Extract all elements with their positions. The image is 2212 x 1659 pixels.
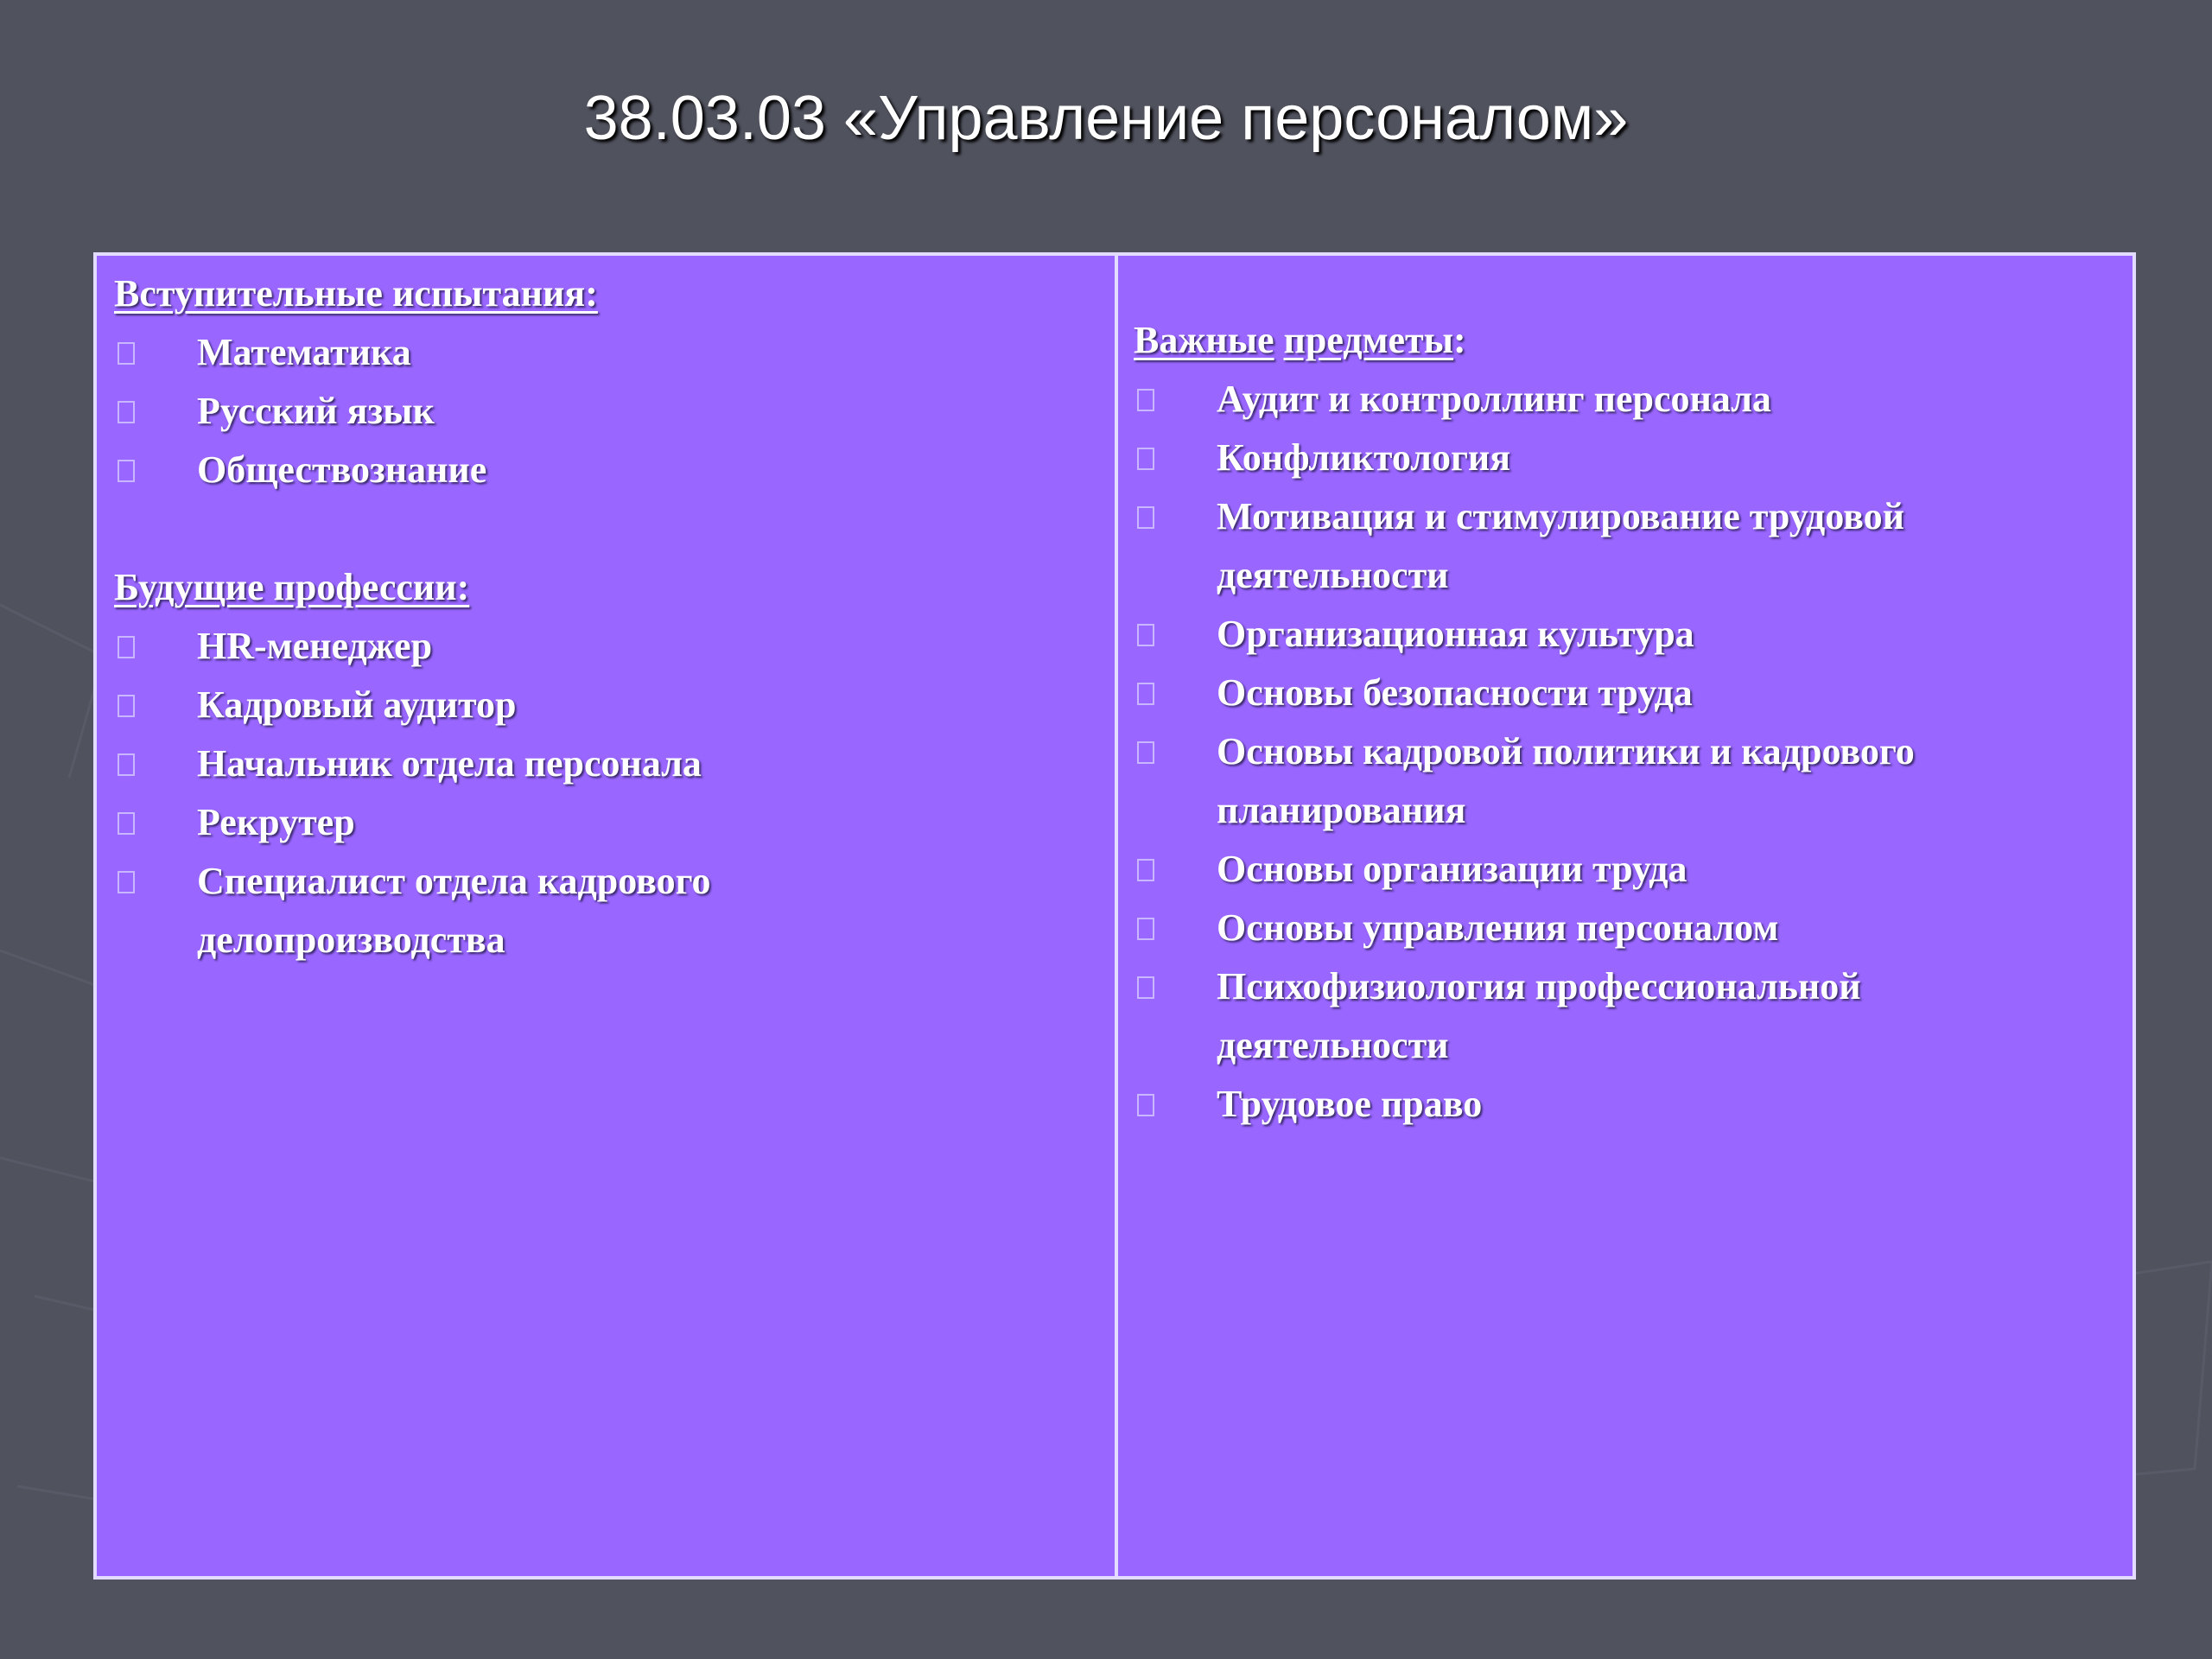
list-item: Русский язык: [114, 382, 1099, 441]
square-bullet-icon: [1137, 624, 1154, 646]
list-item: Математика: [114, 323, 1099, 382]
subjects-list: [1134, 370, 2050, 1134]
professions-list: [114, 617, 1099, 969]
square-bullet-icon: [118, 812, 135, 835]
square-bullet-icon: [118, 460, 135, 482]
slide-title: 38.03.03 «Управление персоналом»: [583, 84, 1629, 153]
square-bullet-icon: [118, 342, 135, 365]
square-bullet-icon: [1137, 389, 1154, 411]
list-item: Основы безопасности труда: [1134, 664, 2050, 722]
subjects-heading: Важные предметы:: [1134, 319, 1466, 361]
square-bullet-icon: [1137, 1094, 1154, 1116]
square-bullet-icon: [118, 753, 135, 776]
list-item: Обществознание: [114, 441, 1099, 499]
square-bullet-icon: [1137, 741, 1154, 764]
list-item: HR-менеджер: [114, 617, 1099, 676]
right-column: [1134, 256, 2119, 1576]
entrance-exams-list: [114, 323, 1099, 499]
list-item: Основы управления персоналом: [1134, 899, 2050, 957]
list-item: Начальник отдела персонала: [114, 734, 1099, 793]
entrance-exams-heading: Вступительные испытания:: [114, 272, 598, 315]
square-bullet-icon: [1137, 448, 1154, 470]
professions-heading: Будущие профессии:: [114, 566, 470, 608]
square-bullet-icon: [1137, 859, 1154, 881]
square-bullet-icon: [1137, 976, 1154, 999]
list-item: Кадровый аудитор: [114, 676, 1099, 734]
square-bullet-icon: [118, 401, 135, 423]
square-bullet-icon: [118, 871, 135, 893]
list-item: Основы кадровой политики и кадрового планирования: [1134, 722, 2050, 840]
list-item: Основы организации труда: [1134, 840, 2050, 899]
list-item: Мотивация и стимулирование трудовой деятельности: [1134, 487, 2050, 605]
list-item: Организационная культура: [1134, 605, 2050, 664]
square-bullet-icon: [1137, 918, 1154, 940]
list-item: Конфликтология: [1134, 429, 2050, 487]
list-item: Психофизиология профессиональной деятельности: [1134, 957, 2050, 1075]
square-bullet-icon: [118, 636, 135, 658]
list-item: Аудит и контроллинг персонала: [1134, 370, 2050, 429]
square-bullet-icon: [118, 695, 135, 717]
list-item: Рекрутер: [114, 793, 1099, 852]
list-item: Специалист отдела кадрового делопроизводства: [114, 852, 819, 969]
left-column: [114, 256, 1099, 1576]
square-bullet-icon: [1137, 683, 1154, 705]
list-item: Трудовое право: [1134, 1075, 2050, 1134]
content-table: [93, 252, 2136, 1580]
square-bullet-icon: [1137, 506, 1154, 529]
column-divider: [1115, 256, 1118, 1576]
